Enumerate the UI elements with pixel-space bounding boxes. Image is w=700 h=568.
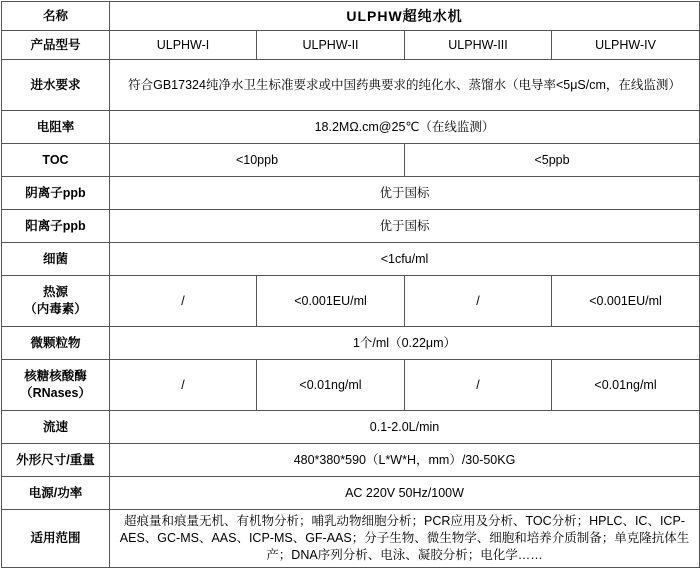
endotoxin-value-2: <0.001EU/ml: [257, 276, 405, 327]
row-label-dimensions: 外形尺寸/重量: [2, 444, 110, 477]
table-row-endotoxin: [2, 276, 700, 327]
rnases-value-1: /: [110, 360, 257, 411]
table-row-anion: [2, 177, 700, 210]
dimensions-value: 480*380*590（L*W*H，mm）/30-50KG: [110, 444, 700, 477]
row-label-particles: 微颗粒物: [2, 327, 110, 360]
row-label-resistivity: 电阻率: [2, 111, 110, 144]
feed-water-value: 符合GB17324纯净水卫生标准要求或中国药典要求的纯化水、蒸馏水（电导率<5μS/cm，在线监测）: [110, 60, 700, 111]
model-value-2: ULPHW-II: [257, 31, 405, 60]
table-row-rnases: [2, 360, 700, 411]
resistivity-value: 18.2MΩ.cm@25℃（在线监测）: [110, 111, 700, 144]
specification-table: [1, 1, 700, 568]
row-label-endotoxin-line2: （内毒素）: [24, 302, 87, 316]
rnases-value-4: <0.01ng/ml: [552, 360, 700, 411]
table-row-cation: [2, 210, 700, 243]
table-row-resistivity: [2, 111, 700, 144]
table-row-power: [2, 477, 700, 510]
rnases-value-2: <0.01ng/ml: [257, 360, 405, 411]
toc-value-2: <5ppb: [405, 144, 700, 177]
row-label-model: 产品型号: [2, 31, 110, 60]
row-label-power: 电源/功率: [2, 477, 110, 510]
scope-value: 超痕量和痕量无机、有机物分析；哺乳动物细胞分析；PCR应用及分析、TOC分析；HPLC、IC、ICP-AES、GC-MS、AAS、ICP-MS、GF-AAS；分子生物、微生物学、细胞和培养介质制备；单克隆抗体生产；DNA序列分析、电泳、凝胶分析；电化学……: [110, 510, 700, 568]
row-label-scope: 适用范围: [2, 510, 110, 568]
cation-value: 优于国标: [110, 210, 700, 243]
row-label-flow-rate: 流速: [2, 411, 110, 444]
table-row-title: [2, 2, 700, 31]
particles-value: 1个/ml（0.22μm）: [110, 327, 700, 360]
power-value: AC 220V 50Hz/100W: [110, 477, 700, 510]
rnases-value-3: /: [405, 360, 552, 411]
endotoxin-value-1: /: [110, 276, 257, 327]
flow-rate-value: 0.1-2.0L/min: [110, 411, 700, 444]
table-row-model: [2, 31, 700, 60]
row-label-rnases-line1: 核糖核酸酶: [24, 369, 87, 384]
table-row-flow-rate: [2, 411, 700, 444]
model-value-1: ULPHW-I: [110, 31, 257, 60]
row-label-name: 名称: [2, 2, 110, 31]
row-label-rnases: [2, 360, 110, 411]
row-label-cation: 阳离子ppb: [2, 210, 110, 243]
row-label-endotoxin: [2, 276, 110, 327]
row-label-bacteria: 细菌: [2, 243, 110, 276]
row-label-endotoxin-line1: 热源: [42, 285, 68, 300]
row-label-feed-water: 进水要求: [2, 60, 110, 111]
row-label-rnases-line2: （RNases）: [20, 386, 91, 400]
table-row-dimensions: [2, 444, 700, 477]
table-row-scope: [2, 510, 700, 568]
table-row-toc: [2, 144, 700, 177]
bacteria-value: <1cfu/ml: [110, 243, 700, 276]
model-value-3: ULPHW-III: [405, 31, 552, 60]
model-value-4: ULPHW-IV: [552, 31, 700, 60]
table-row-particles: [2, 327, 700, 360]
row-label-toc: TOC: [2, 144, 110, 177]
table-row-feed-water: [2, 60, 700, 111]
row-label-anion: 阴离子ppb: [2, 177, 110, 210]
endotoxin-value-3: /: [405, 276, 552, 327]
toc-value-1: <10ppb: [110, 144, 405, 177]
table-row-bacteria: [2, 243, 700, 276]
product-title-value: ULPHW超纯水机: [110, 2, 700, 31]
endotoxin-value-4: <0.001EU/ml: [552, 276, 700, 327]
anion-value: 优于国标: [110, 177, 700, 210]
